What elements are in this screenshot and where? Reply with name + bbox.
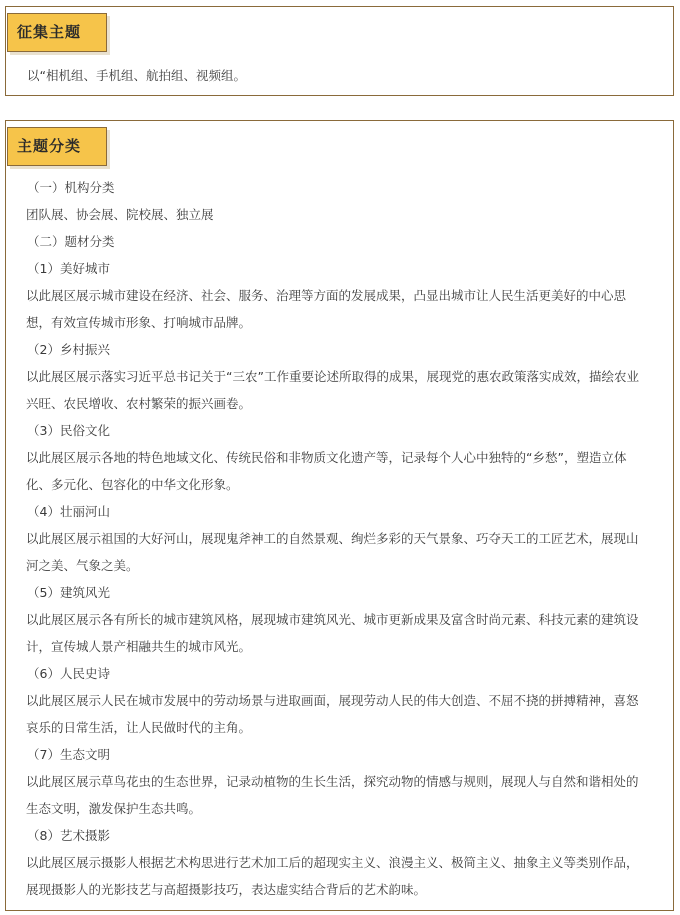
category-heading: （7）生态文明 [27,747,110,762]
category-card [5,120,674,911]
theme-card [5,6,674,96]
org-category-text: 团队展、协会展、院校展、独立展 [26,207,214,222]
category-text: 以此展区展示摄影人根据艺术构思进行艺术加工后的超现实主义、浪漫主义、极简主义、抽象主义等类别作品，展现摄影人的光影技艺与高超摄影技巧，表达虚实结合背后的艺术韵味。 [26,855,639,897]
section-title-categories: 主题分类 [7,127,107,166]
category-text: 以此展区展示草鸟花虫的生态世界，记录动植物的生长生活，探究动物的情感与规则，展现人与自然和谐相处的生态文明，激发保护生态共鸣。 [26,774,639,816]
org-category-heading: （一）机构分类 [27,180,115,195]
theme-text: 以“相机组、手机组、航拍组、视频组。 [27,68,246,83]
category-heading: （8）艺术摄影 [27,828,110,843]
category-text: 以此展区展示城市建设在经济、社会、服务、治理等方面的发展成果，凸显出城市让人民生活更美好的中心思想，有效宣传城市形象、打响城市品牌。 [26,288,627,330]
subject-category-heading: （二）题材分类 [27,234,115,249]
category-text: 以此展区展示各有所长的城市建筑风格，展现城市建筑风光、城市更新成果及富含时尚元素、科技元素的建筑设计，宣传城人景产相融共生的城市风光。 [26,612,639,654]
category-heading: （5）建筑风光 [27,585,110,600]
category-text: 以此展区展示人民在城市发展中的劳动场景与进取画面，展现劳动人民的伟大创造、不屈不挠的拼搏精神，喜怒哀乐的日常生活，让人民做时代的主角。 [26,693,639,735]
category-heading: （6）人民史诗 [27,666,110,681]
category-content [26,174,648,903]
category-text: 以此展区展示落实习近平总书记关于“三农”工作重要论述所取得的成果，展现党的惠农政策落实成效，描绘农业兴旺、农民增收、农村繁荣的振兴画卷。 [26,369,639,411]
category-heading: （3）民俗文化 [27,423,110,438]
section-title-theme: 征集主题 [7,13,107,52]
category-heading: （4）壮丽河山 [27,504,110,519]
category-heading: （1）美好城市 [27,261,110,276]
category-text: 以此展区展示各地的特色地域文化、传统民俗和非物质文化遗产等，记录每个人心中独特的“乡愁”，塑造立体化、多元化、包容化的中华文化形象。 [26,450,627,492]
category-heading: （2）乡村振兴 [27,342,110,357]
category-text: 以此展区展示祖国的大好河山，展现鬼斧神工的自然景观、绚烂多彩的天气景象、巧夺天工的工匠艺术，展现山河之美、气象之美。 [26,531,639,573]
